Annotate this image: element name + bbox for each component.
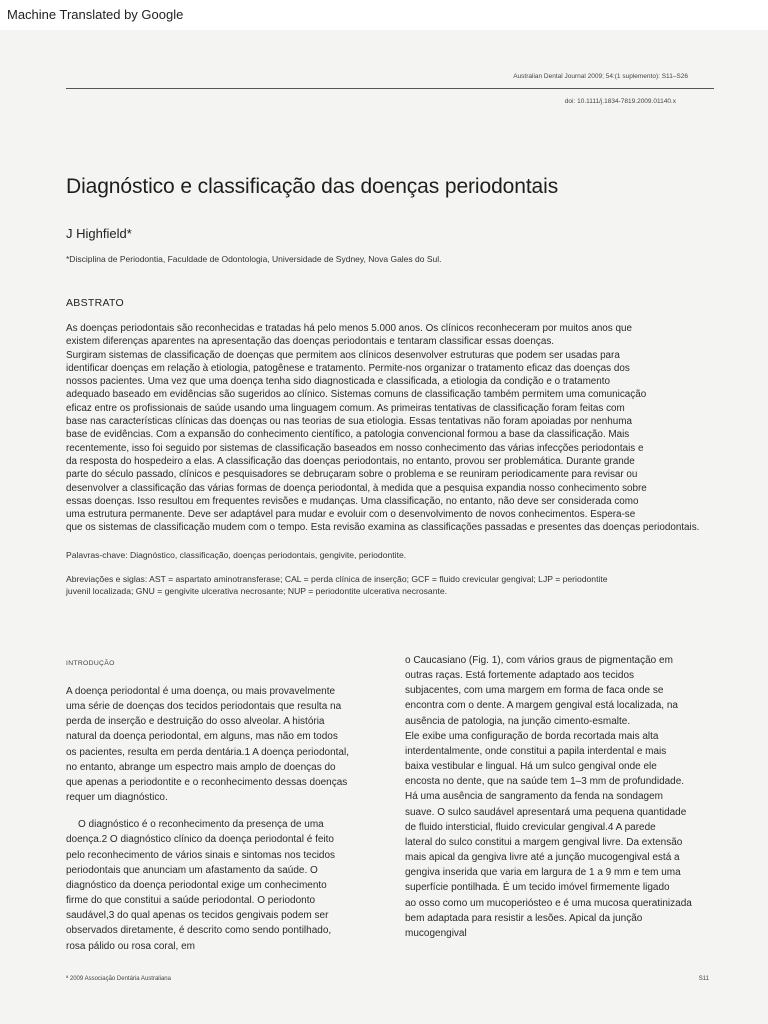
body-line: Ele exibe uma configuração de borda recortada mais alta <box>405 730 659 742</box>
journal-citation: Australian Dental Journal 2009; 54:(1 suplemento): S11–S26 <box>513 73 688 80</box>
body-line: de fluido intersticial, fluido crevicular gengival.4 A parede <box>405 821 656 833</box>
body-line: no entanto, abrange um espectro mais amplo de doenças do <box>66 761 336 773</box>
body-line: pelo reconhecimento de vários sinais e sintomas nos tecidos <box>66 849 336 861</box>
body-line: que apenas a periodontite e o reconhecimento dessas doenças <box>66 776 348 788</box>
body-line: O diagnóstico é o reconhecimento da presença de uma <box>78 819 324 831</box>
intro-paragraph-continued <box>405 653 725 941</box>
body-line: o Caucasiano (Fig. 1), com vários graus de pigmentação em <box>405 655 673 666</box>
abstract-line: base nas características clínicas das doenças ou nas teorias de sua etiologia. Essas tentativas não foram apoiadas por nenhuma <box>66 416 632 428</box>
body-line: outras raças. Está fortemente adaptado aos tecidos <box>405 670 635 682</box>
article-title: Diagnóstico e classificação das doenças periodontais <box>66 175 559 198</box>
body-line: subjacentes, com uma margem em forma de faca onde se <box>405 685 664 697</box>
copyright-footer: ª 2009 Associação Dentária Australiana <box>66 976 171 982</box>
abstract-line: recentemente, isso foi seguido por sistemas de classificação baseados em nosso conhecimento das várias infecções periodontais e <box>66 442 644 454</box>
body-line: perda de inserção e destruição do osso alveolar. A história <box>66 716 325 728</box>
body-line: doença.2 O diagnóstico clínico da doença periodontal é feito <box>66 834 334 846</box>
abbreviation-line: juvenil localizada; GNU = gengivite ulcerativa necrosante; NUP = periodontite ulcerativa necrosante. <box>66 586 448 596</box>
body-line: diagnóstico da doença periodontal exige um conhecimento <box>66 879 327 891</box>
introduction-heading: INTRODUÇÃO <box>66 660 115 667</box>
body-line: ao osso como um mucoperiósteo e é uma mucosa queratinizada <box>405 897 692 909</box>
abstract-body <box>66 322 768 535</box>
body-line: interdentalmente, onde constitui a papila interdental e mais <box>405 745 667 757</box>
keywords: Palavras-chave: Diagnóstico, classificação, doenças periodontais, gengivite, periodontite. <box>66 550 407 560</box>
doi-text: doi: 10.1111/j.1834-7819.2009.01140.x <box>564 98 676 105</box>
header-divider <box>66 88 714 89</box>
abstract-heading: ABSTRATO <box>66 297 125 309</box>
body-line: mais apical da gengiva livre até a junção mucogengival está a <box>405 852 680 864</box>
body-line: lateral do sulco constitui a margem gengival livre. Da extensão <box>405 836 683 848</box>
abstract-line: desenvolver a classificação das várias formas de doença periodontal, à medida que a pesquisa expandia nosso conhecimento sobre <box>66 482 647 494</box>
abstract-line: adequado baseado em evidências são sugeridos ao clínico. Sistemas comuns de classificação também permitem uma comunicação <box>66 389 647 401</box>
left-column <box>66 660 386 954</box>
body-line: Há uma ausência de sangramento da fenda na sondagem <box>405 791 663 803</box>
right-column <box>405 653 725 941</box>
abstract-line: nossos pacientes. Uma vez que uma doença tenha sido diagnosticada e classificada, a etiologia da condição e o tratamento <box>66 376 611 388</box>
abstract-line: uma estrutura permanente. Deve ser adaptável para mudar e evoluir com o desenvolvimento de novos conhecimentos. Espera-se <box>66 509 636 521</box>
body-line: natural da doença periodontal, em alguns, mas não em todos <box>66 731 338 743</box>
abstract-line: essas doenças. Isso resultou em frequentes revisões e mudanças. Uma classificação, no entanto, não deve ser considerada como <box>66 495 639 507</box>
abstract-line: que os sistemas de classificação mudem com o tempo. Esta revisão examina as classificações passadas e presentes das doenças periodontais. <box>66 522 700 534</box>
translation-banner <box>0 0 768 30</box>
body-line: uma série de doenças dos tecidos periodontais que resulta na <box>66 701 342 713</box>
body-line: encontra com o dente. A margem gengival está localizada, na <box>405 700 678 712</box>
abstract-line: eficaz entre os profissionais de saúde usando uma linguagem comum. As primeiras tentativas de classificação foram feitas com <box>66 402 625 414</box>
author-affiliation: *Disciplina de Periodontia, Faculdade de Odontologia, Universidade de Sydney, Nova Gales do Sul. <box>66 254 442 264</box>
body-line: superfície pontilhada. É um tecido imóvel firmemente ligado <box>405 882 670 894</box>
author-name: J Highfield* <box>66 226 132 241</box>
intro-paragraph-1 <box>66 684 386 805</box>
abstract-line: Surgiram sistemas de classificação de doenças que permitem aos clínicos desenvolver estruturas que podem ser usadas para <box>66 349 620 361</box>
abstract-line: As doenças periodontais são reconhecidas e tratadas há pelo menos 5.000 anos. Os clínicos reconheceram por muitos anos que <box>66 323 632 334</box>
body-line: baixa vestibular e lingual. Há um sulco gengival onde ele <box>405 761 657 773</box>
banner-text: Machine Translated by Google <box>7 7 184 22</box>
abbreviations <box>66 573 608 597</box>
body-line: ausência de patologia, na junção cimento-esmalte. <box>405 715 631 727</box>
abstract-line: existem diferenças aparentes na apresentação das doenças periodontais e tentaram classificar essas doenças. <box>66 336 554 348</box>
body-line: gengiva inserida que varia em largura de 1 a 9 mm e tem uma <box>405 867 681 879</box>
body-line: periodontais que anunciam um afastamento da saúde. O <box>66 864 318 876</box>
intro-paragraph-2 <box>66 817 386 953</box>
abstract-line: da resposta do hospedeiro a elas. A classificação das doenças periodontais, no entanto, provou ser problemática. Durante grande <box>66 455 635 467</box>
body-line: encosta no dente, que na saúde tem 1–3 mm de profundidade. <box>405 776 685 788</box>
abstract-line: base de evidências. Com a expansão do conhecimento científico, a patologia convencional formou a base da classificação. Mais <box>66 429 630 441</box>
body-line: bem adaptada para resistir a lesões. Apical da junção <box>405 912 643 924</box>
body-line: observados diretamente, é descrito como sendo pontilhado, <box>66 925 332 937</box>
page-number: S11 <box>698 976 709 982</box>
body-line: A doença periodontal é uma doença, ou mais provavelmente <box>66 686 336 697</box>
body-line: firme do que constitui a saúde periodontal. O periodonto <box>66 895 316 907</box>
abbreviation-line: Abreviações e siglas: AST = aspartato aminotransferase; CAL = perda clínica de inserção; GCF = fluido crevicular gengival; LJP = periodontite <box>66 574 608 584</box>
body-line: suave. O sulco saudável apresentará uma pequena quantidade <box>405 806 687 818</box>
body-line: mucogengival <box>405 927 467 939</box>
body-line: requer um diagnóstico. <box>66 792 168 804</box>
abstract-line: identificar doenças em relação à etiologia, patogênese e tratamento. Permite-nos organizar o tratamento eficaz das doenças dos <box>66 362 630 374</box>
body-line: saudável,3 do qual apenas os tecidos gengivais podem ser <box>66 910 329 922</box>
abstract-line: parte do século passado, clínicos e pesquisadores se debruçaram sobre o problema e se reuniram periodicamente para revisar ou <box>66 469 638 481</box>
body-line: rosa pálido ou rosa coral, em <box>66 940 195 952</box>
body-line: os pacientes, resulta em perda dentária.1 A doença periodontal, <box>66 746 349 758</box>
